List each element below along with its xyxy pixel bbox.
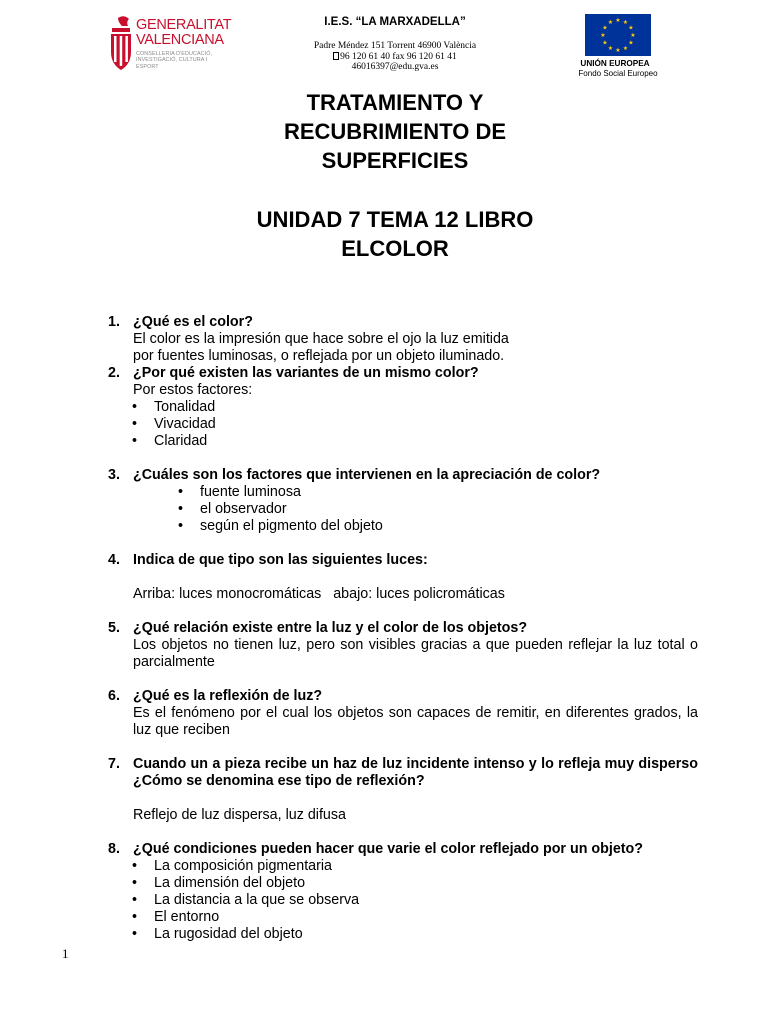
svg-text:★: ★ [622,19,629,26]
answer: Los objetos no tienen luz, pero son visibles gracias a que pueden reflejar la luz total o parcialmente [133,637,698,670]
title-line-1: TRATAMIENTO Y [306,90,484,115]
question-text: Cuando un a pieza recibe un haz de luz incidente intenso y lo refleja muy disperso ¿Cómo se denomina ese tipo de reflexión? [133,756,698,789]
generalitat-logo [108,14,232,76]
question-7 [108,756,698,824]
unit-line-2: ELCOLOR [341,236,449,261]
answer-line: El color es la impresión que hace sobre el ojo la luz emitida [133,331,509,347]
phone-icon [333,52,339,60]
list-item-text: El entorno [154,909,220,925]
svg-text:★: ★ [602,39,608,47]
svg-text:★: ★ [615,17,621,24]
question-text: ¿Qué es el color? [133,314,253,330]
factor-list [108,484,698,535]
list-item [108,501,698,518]
unit-title [150,205,640,263]
list-item [108,399,698,416]
list-item-text: fuente luminosa [200,484,301,500]
bullet-icon: • [132,892,138,908]
factor-list [108,399,698,450]
question-number: 2. [108,365,120,381]
title-line-3: SUPERFICIES [321,148,469,173]
bullet-icon: • [132,416,138,432]
school-phone-row [240,52,550,63]
list-item-text: Vivacidad [154,416,216,432]
question-1 [108,314,698,365]
gva-name-line2: VALENCIANA [136,32,224,48]
eu-fund: Fondo Social Europeo [578,69,658,78]
bullet-icon: • [132,433,138,449]
svg-text:★: ★ [628,39,634,47]
school-email: 46016397@edu.gva.es [351,62,439,72]
list-item [108,433,698,450]
list-item-text: La dimensión del objeto [154,875,306,891]
question-number: 8. [108,841,120,857]
gva-conselleria [136,51,231,70]
school-name: I.E.S. “LA MARXADELLA” [324,16,466,28]
bullet-icon: • [178,518,184,534]
school-header [240,16,550,73]
svg-text:★: ★ [630,32,636,39]
svg-text:★: ★ [615,47,621,54]
answer: Reflejo de luz dispersa, luz difusa [133,807,346,823]
answer: Es el fenómeno por el cual los objetos son capaces de remitir, en diferentes grados, la luz que reciben [133,705,698,738]
question-list [108,314,698,943]
svg-text:★: ★ [607,19,614,26]
question-5 [108,620,698,671]
svg-text:★: ★ [628,24,634,32]
list-item [108,858,698,875]
question-8 [108,841,698,858]
question-text: ¿Cuáles son los factores que intervienen en la apreciación de color? [133,467,601,483]
condition-list [108,858,698,943]
document-title [150,88,640,175]
question-3 [108,467,698,484]
bullet-icon: • [132,909,138,925]
question-6 [108,688,698,739]
page-number: 1 [62,946,69,961]
answer-line: por fuentes luminosas, o reflejada por un objeto iluminado. [133,348,505,364]
question-text: Indica de que tipo son las siguientes luces: [133,552,428,568]
question-number: 3. [108,467,120,483]
eu-name: UNIÓN EUROPEA [580,59,650,68]
list-item-text: Claridad [154,433,208,449]
bullet-icon: • [132,858,138,874]
list-item-text: La distancia a la que se observa [154,892,360,908]
list-item [108,875,698,892]
svg-text:★: ★ [607,45,614,52]
question-number: 1. [108,314,120,330]
bullet-icon: • [132,399,138,415]
bullet-icon: • [132,875,138,891]
question-2 [108,365,698,399]
title-line-2: RECUBRIMIENTO DE [283,119,507,144]
unit-line-1: UNIDAD 7 TEMA 12 LIBRO [256,207,534,232]
question-number: 7. [108,756,120,772]
answer: Arriba: luces monocromáticas abajo: luces policromáticas [133,586,505,602]
school-address: Padre Méndez 151 Torrent 46900 València [313,41,477,51]
question-number: 4. [108,552,120,568]
list-item [108,892,698,909]
gva-name-line1: GENERALITAT [136,17,232,33]
school-phone: 96 120 61 40 fax 96 120 61 41 [340,51,457,62]
svg-text:★: ★ [622,45,629,52]
question-text: ¿Qué relación existe entre la luz y el color de los objetos? [133,620,528,636]
question-4 [108,552,698,603]
question-number: 6. [108,688,120,704]
question-text: ¿Qué es la reflexión de luz? [133,688,323,704]
bullet-icon: • [132,926,138,942]
list-item [108,484,698,501]
list-item [108,416,698,433]
question-text: ¿Por qué existen las variantes de un mismo color? [133,365,479,381]
gva-sub-line1: CONSELLERIA D'EDUCACIÓ, [136,51,213,57]
question-number: 5. [108,620,120,636]
svg-text:★: ★ [602,24,608,32]
svg-text:★: ★ [600,32,606,39]
answer: Por estos factores: [133,382,253,398]
list-item [108,909,698,926]
bullet-icon: • [178,501,184,517]
list-item-text: el observador [200,501,287,517]
list-item [108,926,698,943]
list-item-text: La composición pigmentaria [154,858,333,874]
list-item-text: Tonalidad [154,399,216,415]
school-address-block [240,41,550,73]
generalitat-emblem-icon [108,14,134,74]
list-item-text: según el pigmento del objeto [200,518,383,534]
list-item [108,518,698,535]
bullet-icon: • [178,484,184,500]
gva-sub-line2: INVESTIGACIÓ, CULTURA I ESPORT [136,57,208,70]
list-item-text: La rugosidad del objeto [154,926,303,942]
question-text: ¿Qué condiciones pueden hacer que varie el color reflejado por un objeto? [133,841,644,857]
eu-flag-icon [585,14,651,56]
